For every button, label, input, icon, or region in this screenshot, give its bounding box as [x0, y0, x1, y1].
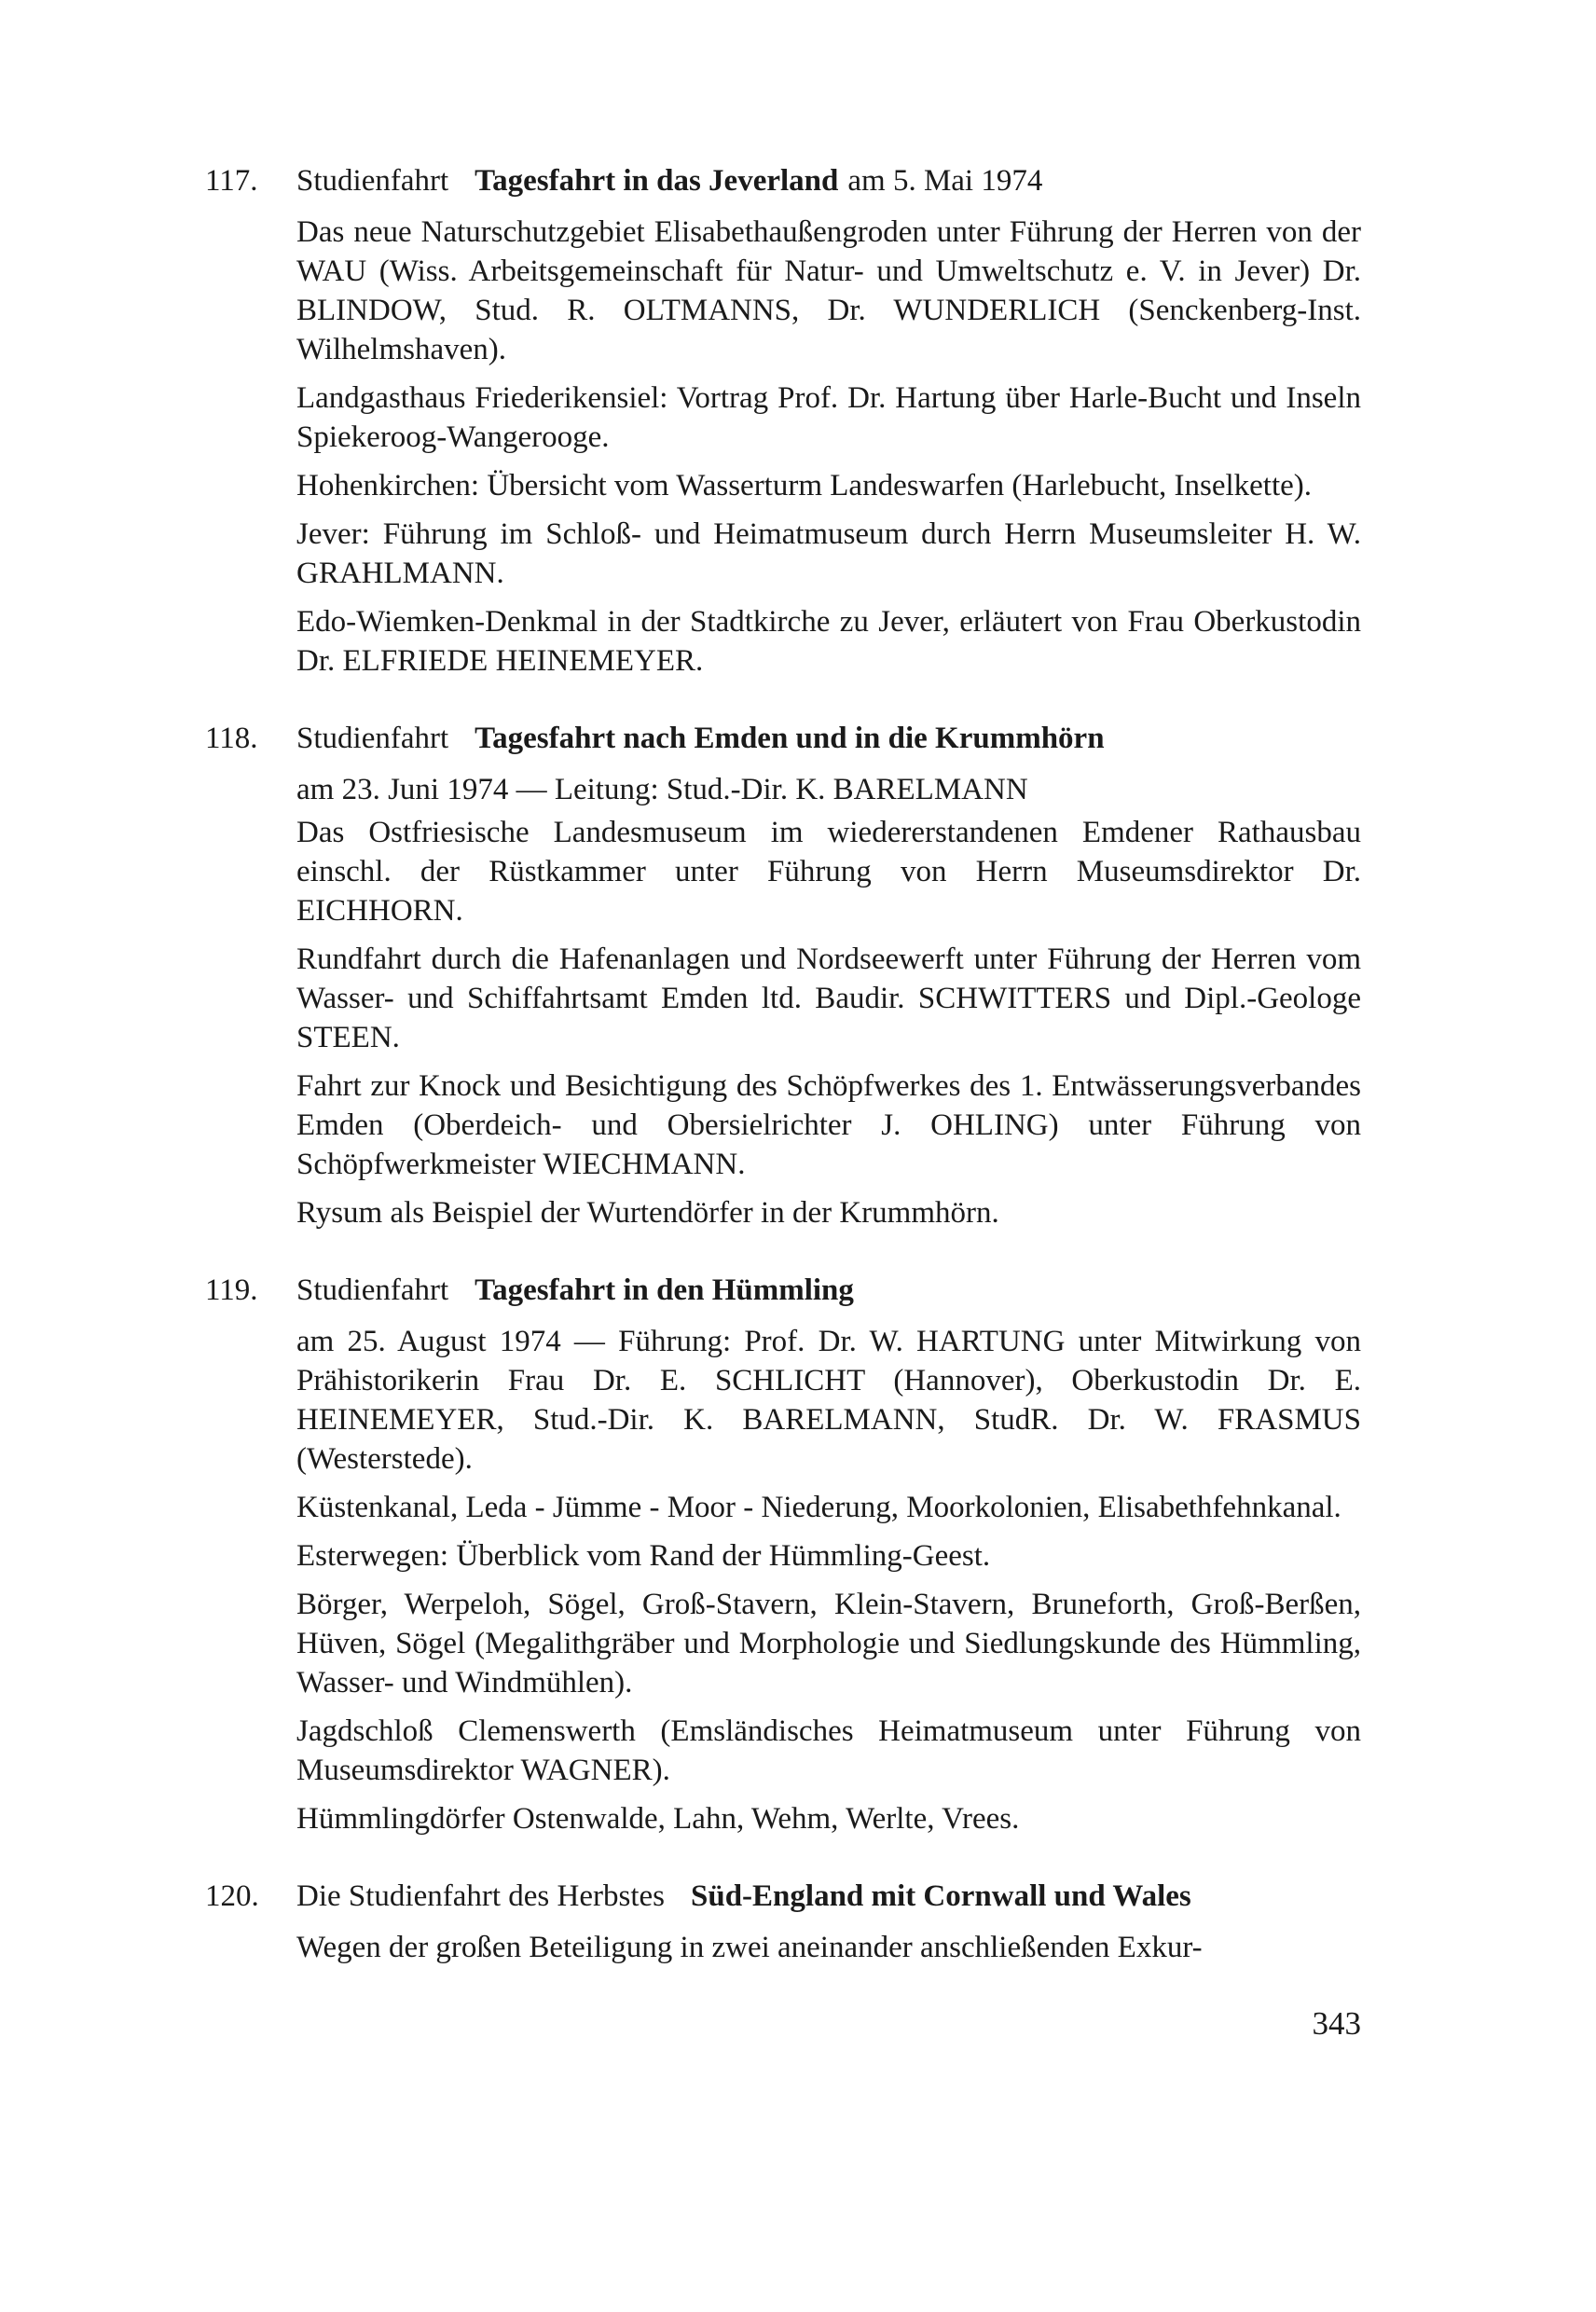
paragraph: Börger, Werpeloh, Sögel, Groß-Stavern, Klein-Stavern, Bruneforth, Groß-Berßen, Hüven, Sögel (Megalithgräber und Morphologie und Siedlungskunde des Hümmling, Wasser- und Windmühlen).	[296, 1588, 1361, 1700]
entry-heading	[205, 1268, 1361, 1313]
entry-title: Tagesfahrt in den Hümmling	[475, 1273, 854, 1307]
paragraph: Rysum als Beispiel der Wurtendörfer in der Krummhörn.	[296, 1196, 999, 1230]
paragraph: Landgasthaus Friederikensiel: Vortrag Prof. Dr. Hartung über Harle-Bucht und Inseln Spiekeroog-Wangerooge.	[296, 381, 1361, 454]
entry-heading	[205, 158, 1361, 203]
paragraph: Jagdschloß Clemenswerth (Emsländisches Heimatmuseum unter Führung von Museumsdirektor WAGNER).	[296, 1714, 1361, 1787]
paragraph: Hümmlingdörfer Ostenwalde, Lahn, Wehm, Werlte, Vrees.	[296, 1802, 1020, 1836]
paragraph: Das neue Naturschutzgebiet Elisabethaußengroden unter Führung der Herren von der WAU (Wiss. Arbeitsgemeinschaft für Natur- und Umweltschutz e. V. in Jever) Dr. BLINDOW, Stud. R. OLTMANNS, Dr. WUNDERLICH (Senckenberg-Inst. Wilhelmshaven).	[296, 215, 1361, 366]
entry-kind: Studienfahrt	[296, 1273, 449, 1307]
entry-number: 117.	[205, 164, 258, 198]
entry-119	[205, 1268, 1361, 1838]
entry-body	[296, 770, 1361, 1232]
paragraph: Das Ostfriesische Landesmuseum im wiedererstandenen Emdener Rathausbau einschl. der Rüstkammer unter Führung von Herrn Museumsdirektor Dr. EICHHORN.	[296, 816, 1361, 928]
entry-117	[205, 158, 1361, 681]
paragraph: Jever: Führung im Schloß- und Heimatmuseum durch Herrn Museumsleiter H. W. GRAHLMANN.	[296, 517, 1361, 590]
paragraph: Wegen der großen Beteiligung in zwei aneinander anschließenden Exkur-	[296, 1931, 1203, 1964]
entry-title: Tagesfahrt in das Jeverland	[475, 164, 839, 198]
entry-kind: Studienfahrt	[296, 164, 449, 198]
entry-title: Süd-England mit Cornwall und Wales	[691, 1879, 1191, 1913]
entry-body	[296, 1322, 1361, 1838]
entry-heading	[205, 1874, 1361, 1919]
document-page	[205, 158, 1361, 2002]
entry-number: 118.	[205, 722, 258, 755]
entry-118	[205, 716, 1361, 1232]
paragraph: am 25. August 1974 — Führung: Prof. Dr. W. HARTUNG unter Mitwirkung von Prähistorikerin Frau Dr. E. SCHLICHT (Hannover), Oberkustodin Dr. E. HEINEMEYER, Stud.-Dir. K. BARELMANN, StudR. Dr. W. FRASMUS (Westerstede).	[296, 1325, 1361, 1476]
entry-kind: Studienfahrt	[296, 722, 449, 755]
page-number: 343	[1312, 2005, 1361, 2042]
paragraph: Hohenkirchen: Übersicht vom Wasserturm Landeswarfen (Harlebucht, Inselkette).	[296, 469, 1313, 502]
entry-number: 120.	[205, 1879, 259, 1913]
paragraph: Esterwegen: Überblick vom Rand der Hümmling-Geest.	[296, 1539, 991, 1573]
paragraph: am 23. Juni 1974 — Leitung: Stud.-Dir. K. BARELMANN	[296, 773, 1028, 806]
entry-120	[205, 1874, 1361, 1967]
entry-body	[296, 213, 1361, 681]
paragraph: Küstenkanal, Leda - Jümme - Moor - Niederung, Moorkolonien, Elisabethfehnkanal.	[296, 1491, 1341, 1524]
entry-date: am 5. Mai 1974	[847, 164, 1043, 198]
entry-kind: Die Studienfahrt des Herbstes	[296, 1879, 665, 1913]
paragraph: Rundfahrt durch die Hafenanlagen und Nordseewerft unter Führung der Herren vom Wasser- und Schiffahrtsamt Emden ltd. Baudir. SCHWITTERS und Dipl.-Geologe STEEN.	[296, 943, 1361, 1054]
paragraph: Edo-Wiemken-Denkmal in der Stadtkirche zu Jever, erläutert von Frau Oberkustodin Dr. ELFRIEDE HEINEMEYER.	[296, 605, 1361, 678]
paragraph: Fahrt zur Knock und Besichtigung des Schöpfwerkes des 1. Entwässerungsverbandes Emden (Oberdeich- und Obersielrichter J. OHLING) unter Führung von Schöpfwerkmeister WIECHMANN.	[296, 1069, 1361, 1181]
entry-number: 119.	[205, 1273, 258, 1307]
entry-title: Tagesfahrt nach Emden und in die Krummhörn	[475, 722, 1105, 755]
entry-heading	[205, 716, 1361, 761]
entry-body	[296, 1928, 1361, 1967]
